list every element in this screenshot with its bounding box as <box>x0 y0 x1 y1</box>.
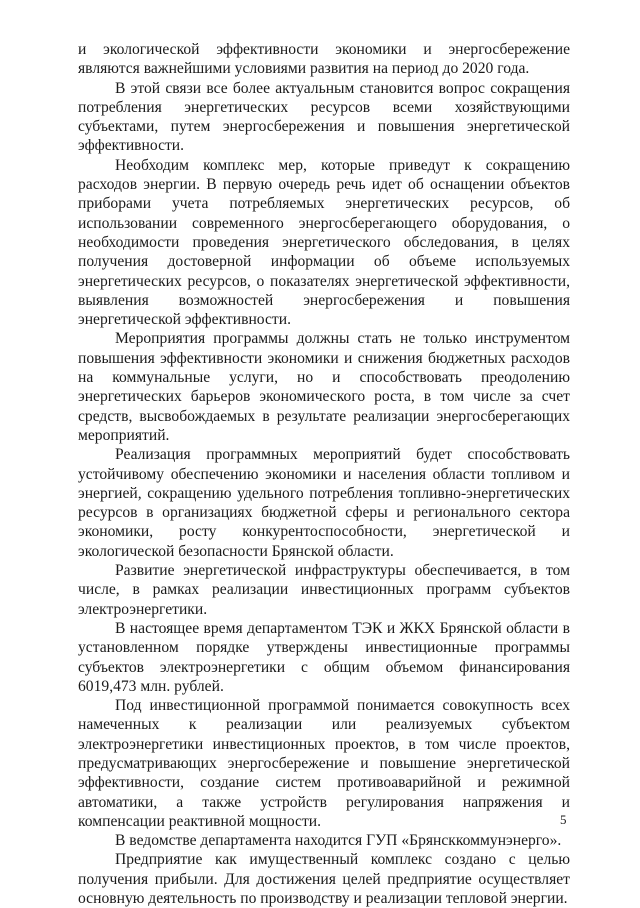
paragraph-3: Необходим комплекс мер, которые приведут к сокращению расходов энергии. В первую очередь речь идет об оснащении объектов приборами учета потребляемых энергетических ресурсов, об использовании современного энергосберегающего оборудования, о необходимости проведения энергетического обследования, в целях получения достоверной информации об объеме используемых энергетических ресурсов, о показателях энергетической эффективности, выявления возможностей энергосбережения и повышения энергетической эффективности. <box>78 156 570 329</box>
paragraph-9: В ведомстве департамента находится ГУП «Брянсккоммунэнерго». <box>115 832 562 850</box>
paragraph-10: Предприятие как имущественный комплекс создано с целью получения прибыли. Для достижения целей предприятие осуществляет основную деятельность по производству и реализации тепловой энергии. <box>78 851 570 908</box>
paragraph-4: Мероприятия программы должны стать не только инструментом повышения эффективности экономики и снижения бюджетных расходов на коммунальные услуги, но и способствовать преодолению энергетических барьеров экономического роста, в том числе за счет средств, высвобождаемых в результате реализации энергосберегающих мероприятий. <box>78 330 570 444</box>
document-body <box>78 40 570 908</box>
paragraph-2: В этой связи все более актуальным становится вопрос сокращения потребления энергетических ресурсов всеми хозяйствующими субъектами, путем энергосбережения и повышения энергетической эффективности. <box>78 79 570 155</box>
paragraph-6: Развитие энергетической инфраструктуры обеспечивается, в том числе, в рамках реализации инвестиционных программ субъектов электроэнергетики. <box>78 562 570 618</box>
paragraph-7: В настоящее время департаментом ТЭК и ЖКХ Брянской области в установленном порядке утверждены инвестиционные программы субъектов электроэнергетики с общим объемом финансирования 6019,473 млн. рублей. <box>78 619 570 695</box>
page-number: 5 <box>560 812 567 827</box>
paragraph-5: Реализация программных мероприятий будет способствовать устойчивому обеспечению экономики и населения области топливом и энергией, сокращению удельного потребления топливно-энергетических ресурсов в организациях бюджетной сферы и регионального сектора экономики, росту конкурентоспособности, энергетической и экологической безопасности Брянской области. <box>78 446 570 560</box>
paragraph-8: Под инвестиционной программой понимается совокупность всех намеченных к реализации или реализуемых субъектом электроэнергетики инвестиционных проектов, в том числе проектов, предусматривающих энергосбережение и повышение энергетической эффективности, создание систем противоаварийной и режимной автоматики, а также устройств регулирования напряжения и компенсации реактивной мощности. <box>78 697 570 830</box>
paragraph-1: и экологической эффективности экономики и энергосбережение являются важнейшими условиями развития на период до 2020 года. <box>78 41 570 78</box>
